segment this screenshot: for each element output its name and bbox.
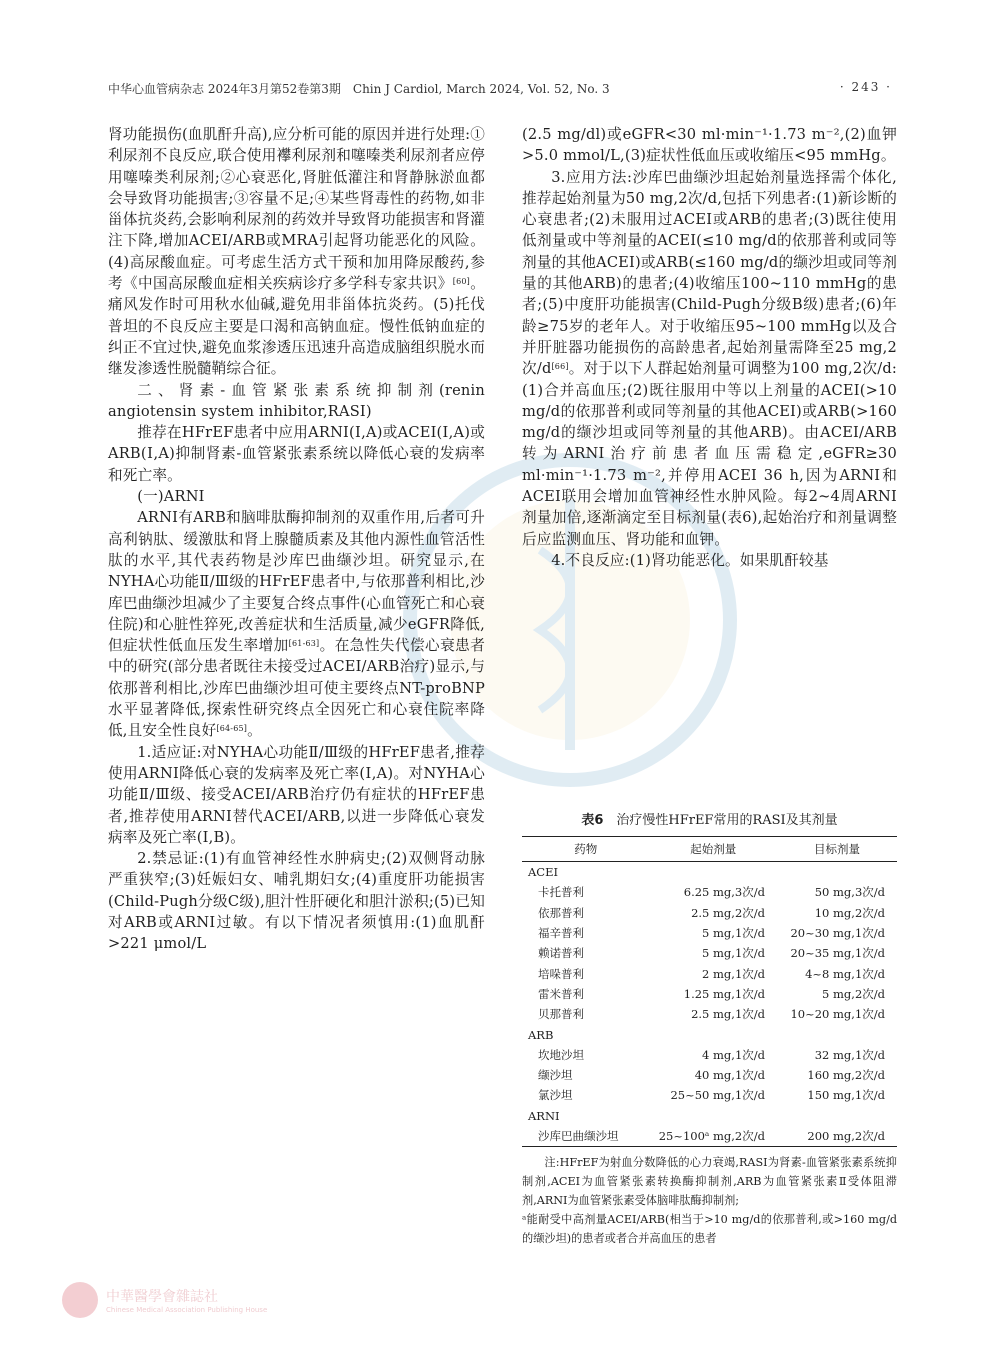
table-body	[522, 862, 897, 1147]
target-dose: 160 mg,2次/d	[807, 1068, 885, 1083]
subsection-heading: (一)ARNI	[137, 488, 205, 506]
table-category-row	[522, 862, 897, 883]
target-dose: 5 mg,2次/d	[822, 986, 885, 1001]
drug-name: 福辛普利	[538, 926, 584, 941]
text: 。	[247, 722, 262, 740]
target-dose: 50 mg,3次/d	[814, 885, 885, 900]
table-row	[522, 903, 897, 923]
journal-citation: 中华心血管病杂志 2024年3月第52卷第3期 Chin J Cardiol, March 2024, Vol. 52, No. 3	[108, 82, 610, 96]
section-heading: 二、肾素-血管紧张素系统抑制剂(renin angiotensin system inhibitor,RASI)	[108, 381, 485, 420]
citation-ref: [61-63]	[288, 639, 320, 649]
text: ARNI有ARB和脑啡肽酶抑制剂的双重作用,后者可升高利钠肽、缓激肽和肾上腺髓质素及其他内源性血管活性肽的水平,其代表药物是沙库巴曲缬沙坦。研究显示,在NYHA心功能Ⅱ/Ⅲ级的HFrEF患者中,与依那普利相比,沙库巴曲缬沙坦减少了主要复合终点事件(心血管死亡和心衰住院)和心脏性猝死,改善症状和生活质量,减少eGFR降低,但症状性低血压发生率增加	[108, 509, 485, 655]
table-row	[522, 882, 897, 902]
paragraph	[108, 507, 485, 741]
drug-name: 氯沙坦	[538, 1088, 573, 1103]
text: 。痛风发作时可用秋水仙碱,避免用非甾体抗炎药。(5)托伐普坦的不良反应主要是口渴和高钠血症。慢性低钠血症的纠正不宜过快,避免血浆渗透压迅速升高造成脑组织脱水而继发渗透性脱髓鞘综合征。	[108, 275, 485, 378]
table-row	[522, 943, 897, 963]
target-dose: 10~20 mg,1次/d	[790, 1007, 885, 1022]
drug-class: ACEI	[528, 865, 559, 880]
target-dose: 150 mg,1次/d	[807, 1088, 885, 1103]
table-label: 表6	[581, 813, 604, 828]
table-title: 治疗慢性HFrEF常用的RASI及其剂量	[616, 813, 838, 828]
start-dose: 1.25 mg,1次/d	[683, 986, 765, 1001]
target-dose: 20~35 mg,1次/d	[790, 946, 885, 961]
start-dose: 4 mg,1次/d	[702, 1047, 765, 1062]
start-dose: 2.5 mg,1次/d	[691, 1007, 765, 1022]
citation-ref: [64-65]	[216, 724, 248, 734]
table-row	[522, 963, 897, 983]
table-note	[522, 1153, 897, 1248]
header-start-dose: 起始剂量	[650, 837, 778, 862]
paragraph: 4.不良反应:(1)肾功能恶化。如果肌酐较基	[551, 551, 829, 569]
drug-class: ARB	[528, 1027, 554, 1042]
paragraph: 1.适应证:对NYHA心功能Ⅱ/Ⅲ级的HFrEF患者,推荐使用ARNI降低心衰的发病率及死亡率(Ⅰ,A)。对NYHA心功能Ⅱ/Ⅲ级、接受ACEI/ARB治疗仍有症状的HFrEF患者,推荐使用ARNI替代ACEI/ARB,以进一步降低心衰发病率及死亡率(Ⅰ,B)。	[108, 743, 485, 846]
drug-name: 卡托普利	[538, 885, 584, 900]
text: 3.应用方法:沙库巴曲缬沙坦起始剂量选择需个体化,推荐起始剂量为50 mg,2次/d,包括下列患者:(1)新诊断的心衰患者;(2)未服用过ACEI或ARB的患者;(3)既往使用低剂量或中等剂量的ACEI(≤10 mg/d的依那普利或同等剂量的其他ACEI)或ARB(≤160 mg/d的缬沙坦或同等剂量的其他ARB)的患者;(4)收缩压100~110 mmHg的患者;(5)中度肝功能损害(Child-Pugh分级B级)患者;(6)年龄≥75岁的老年人。对于收缩压95~100 mmHg以及合并肝脏器功能损伤的高龄患者,起始剂量需降至25 mg,2次/d	[522, 168, 897, 378]
text: 肾功能损伤(血肌酐升高),应分析可能的原因并进行处理:①利尿剂不良反应,联合使用襻利尿剂和噻嗪类利尿剂者应停用噻嗪类利尿剂;②心衰恶化,肾脏低灌注和肾静脉淤血都会导致肾功能损害;③容量不足;④某些肾毒性的药物,如非甾体抗炎药,会影响利尿剂的药效并导致肾功能损害和肾灌注下降,增加ACEI/ARB或MRA引起肾功能恶化的风险。(4)高尿酸血症。可考虑生活方式干预和加用降尿酸药,参考《中国高尿酸血症相关疾病诊疗多学科专家共识》	[108, 126, 485, 293]
target-dose: 200 mg,2次/d	[777, 1126, 897, 1147]
right-column	[522, 124, 897, 571]
table-row	[522, 984, 897, 1004]
dosage-table	[522, 836, 897, 1147]
table-category-row	[522, 1024, 897, 1044]
drug-name: 贝那普利	[538, 1007, 584, 1022]
drug-name: 缬沙坦	[538, 1068, 573, 1083]
drug-class: ARNI	[528, 1108, 560, 1123]
text: 。在急性失代偿心衰患者中的研究(部分患者既往未接受过ACEI/ARB治疗)显示,与依那普利相比,沙库巴曲缬沙坦可使主要终点NT-proBNP水平显著降低,探索性研究终点全因死亡和心衰住院率降低,且安全性良好	[108, 637, 486, 740]
drug-name: 依那普利	[538, 905, 584, 920]
publisher-name-en: Chinese Medical Association Publishing House	[106, 1306, 268, 1314]
paragraph	[108, 124, 485, 380]
start-dose: 6.25 mg,3次/d	[683, 885, 765, 900]
paragraph: 2.禁忌证:(1)有血管神经性水肿病史;(2)双侧肾动脉严重狭窄;(3)妊娠妇女、哺乳期妇女;(4)重度肝功能损害(Child-Pugh分级C级),胆汁性肝硬化和胆汁淤积;(5)已知对ARB或ARNI过敏。有以下情况者须慎用:(1)血肌酐>221 μmol/L	[108, 850, 485, 953]
table-row	[522, 1004, 897, 1024]
table-row	[522, 1045, 897, 1065]
header-target-dose: 目标剂量	[777, 837, 897, 862]
paragraph	[522, 167, 897, 550]
table-category-row	[522, 1106, 897, 1126]
table-row	[522, 923, 897, 943]
citation-ref: [66]	[551, 362, 569, 372]
left-column	[108, 124, 485, 955]
table-caption	[522, 812, 897, 830]
dosage-table-block	[522, 812, 897, 1248]
running-header	[108, 80, 892, 100]
table-row	[522, 1085, 897, 1105]
table-row	[522, 1065, 897, 1085]
start-dose: 40 mg,1次/d	[694, 1068, 765, 1083]
paragraph: 推荐在HFrEF患者中应用ARNI(Ⅰ,A)或ACEI(Ⅰ,A)或ARB(Ⅰ,A)抑制肾素-血管紧张素系统以降低心衰的发病率和死亡率。	[108, 424, 485, 484]
start-dose: 5 mg,1次/d	[702, 946, 765, 961]
table-note-footnote: ᵃ能耐受中高剂量ACEI/ARB(相当于>10 mg/d的依那普利,或>160 mg/d的缬沙坦)的患者或者合并高血压的患者	[522, 1213, 897, 1246]
text: 。对于以下人群起始剂量可调整为100 mg,2次/d:(1)合并高血压;(2)既往服用中等以上剂量的ACEI(>10 mg/d的依那普利或同等剂量的其他ACEI)或ARB(>160 mg/d的缬沙坦或同等剂量的其他ARB)。由ACEI/ARB转为ARNI治疗前患者血压需稳定,eGFR≥30 ml·min⁻¹·1.73 m⁻²,并停用ACEI 36 h,因为ARNI和ACEI联用会增加血管神经性水肿风险。每2~4周ARNI剂量加倍,逐渐滴定至目标剂量(表6),起始治疗和剂量调整后应监测血压、肾功能和血钾。	[522, 360, 897, 548]
header-drug: 药物	[522, 837, 650, 862]
target-dose: 20~30 mg,1次/d	[790, 926, 885, 941]
start-dose: 25~50 mg,1次/d	[670, 1088, 765, 1103]
drug-name: 赖诺普利	[538, 946, 584, 961]
table-header-row	[522, 837, 897, 862]
start-dose: 25~100ᵃ mg,2次/d	[650, 1126, 778, 1147]
publisher-name: 中華醫學會雜誌社	[106, 1289, 218, 1305]
table-row	[522, 1126, 897, 1147]
start-dose: 2 mg,1次/d	[702, 966, 765, 981]
citation-ref: [60]	[452, 277, 470, 287]
page-number: · 243 ·	[839, 80, 892, 94]
drug-name: 雷米普利	[538, 986, 584, 1001]
start-dose: 2.5 mg,2次/d	[691, 905, 765, 920]
drug-name: 沙库巴曲缬沙坦	[522, 1126, 650, 1147]
drug-name: 坎地沙坦	[538, 1047, 584, 1062]
start-dose: 5 mg,1次/d	[702, 926, 765, 941]
publisher-logo	[62, 1282, 442, 1322]
target-dose: 4~8 mg,1次/d	[805, 966, 885, 981]
target-dose: 10 mg,2次/d	[814, 905, 885, 920]
publisher-seal-icon	[62, 1282, 98, 1318]
target-dose: 32 mg,1次/d	[814, 1047, 885, 1062]
table-note-abbreviations: 注:HFrEF为射血分数降低的心力衰竭,RASI为肾素-血管紧张素系统抑制剂,ACEI为血管紧张素转换酶抑制剂,ARB为血管紧张素Ⅱ受体阻滞剂,ARNI为血管紧张素受体脑啡肽酶抑制剂;	[522, 1156, 897, 1208]
drug-name: 培哚普利	[538, 966, 584, 981]
paragraph: (2.5 mg/dl)或eGFR<30 ml·min⁻¹·1.73 m⁻²,(2)血钾>5.0 mmol/L,(3)症状性低血压或收缩压<95 mmHg。	[522, 126, 897, 165]
